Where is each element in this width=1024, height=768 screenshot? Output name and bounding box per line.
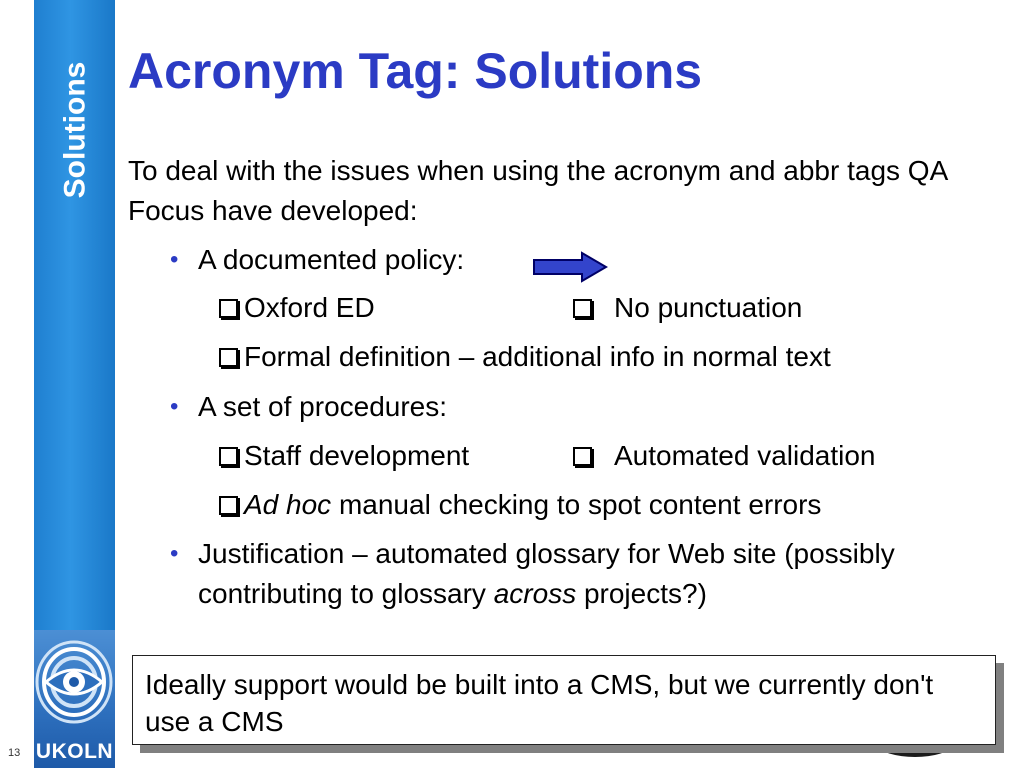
- procedure-item-adhoc-italic: Ad hoc: [244, 489, 332, 520]
- bullet-dot-icon: •: [170, 393, 179, 420]
- bullet-dot-icon: •: [170, 540, 179, 567]
- checkbox-icon: [573, 299, 592, 318]
- bullet-justification: [170, 534, 970, 614]
- policy-item-no-punctuation-text: No punctuation: [614, 292, 803, 323]
- page-title: Acronym Tag: Solutions: [128, 43, 703, 99]
- bullet-dot-icon: •: [170, 246, 179, 273]
- logo-text: UKOLN: [35, 740, 114, 763]
- policy-item-formal-text: Formal definition – additional info in normal text: [244, 341, 831, 372]
- checkbox-icon: [219, 496, 238, 515]
- slide-number: 13: [8, 747, 21, 759]
- checkbox-icon: [219, 348, 238, 367]
- procedure-item-adhoc-text: manual checking to spot content errors: [331, 489, 822, 520]
- sidebar-section-label: [57, 35, 93, 225]
- bullet-policy-text: A documented policy:: [198, 244, 465, 275]
- note-callout-box: Ideally support would be built into a CMS, but we currently don't use a CMS: [132, 655, 996, 745]
- ukoln-eye-logo-icon: [34, 630, 115, 740]
- bullet-procedures: [170, 387, 447, 427]
- arrow-right-icon: [532, 251, 608, 288]
- policy-item-no-punctuation: [573, 288, 802, 328]
- ukoln-logo: [34, 630, 115, 768]
- intro-text: To deal with the issues when using the acronym and abbr tags QA Focus have developed:: [128, 155, 947, 226]
- bullet-policy: [170, 240, 464, 280]
- justification-text-start: Justification – automated glossary for Web site (possibly contributing to glossary: [198, 538, 895, 609]
- procedure-item-adhoc: [219, 485, 821, 525]
- bullet-procedures-text: A set of procedures:: [198, 391, 448, 422]
- checkbox-icon: [219, 447, 238, 466]
- procedure-item-automated-text: Automated validation: [614, 440, 876, 471]
- justification-italic: across: [493, 578, 577, 609]
- checkbox-icon: [573, 447, 592, 466]
- justification-text-end: projects?): [576, 578, 707, 609]
- policy-item-oxford-text: Oxford ED: [244, 292, 375, 323]
- policy-item-formal-definition: [219, 337, 831, 377]
- procedure-item-automated: [573, 436, 876, 476]
- bullet-justification-text: [198, 534, 970, 614]
- checkbox-icon: [219, 299, 238, 318]
- procedure-item-staff-text: Staff development: [244, 440, 470, 471]
- procedure-item-staff: [219, 436, 469, 476]
- left-strip: [0, 0, 34, 768]
- policy-item-oxford: [219, 288, 375, 328]
- sidebar-section-text: Solutions: [58, 61, 91, 199]
